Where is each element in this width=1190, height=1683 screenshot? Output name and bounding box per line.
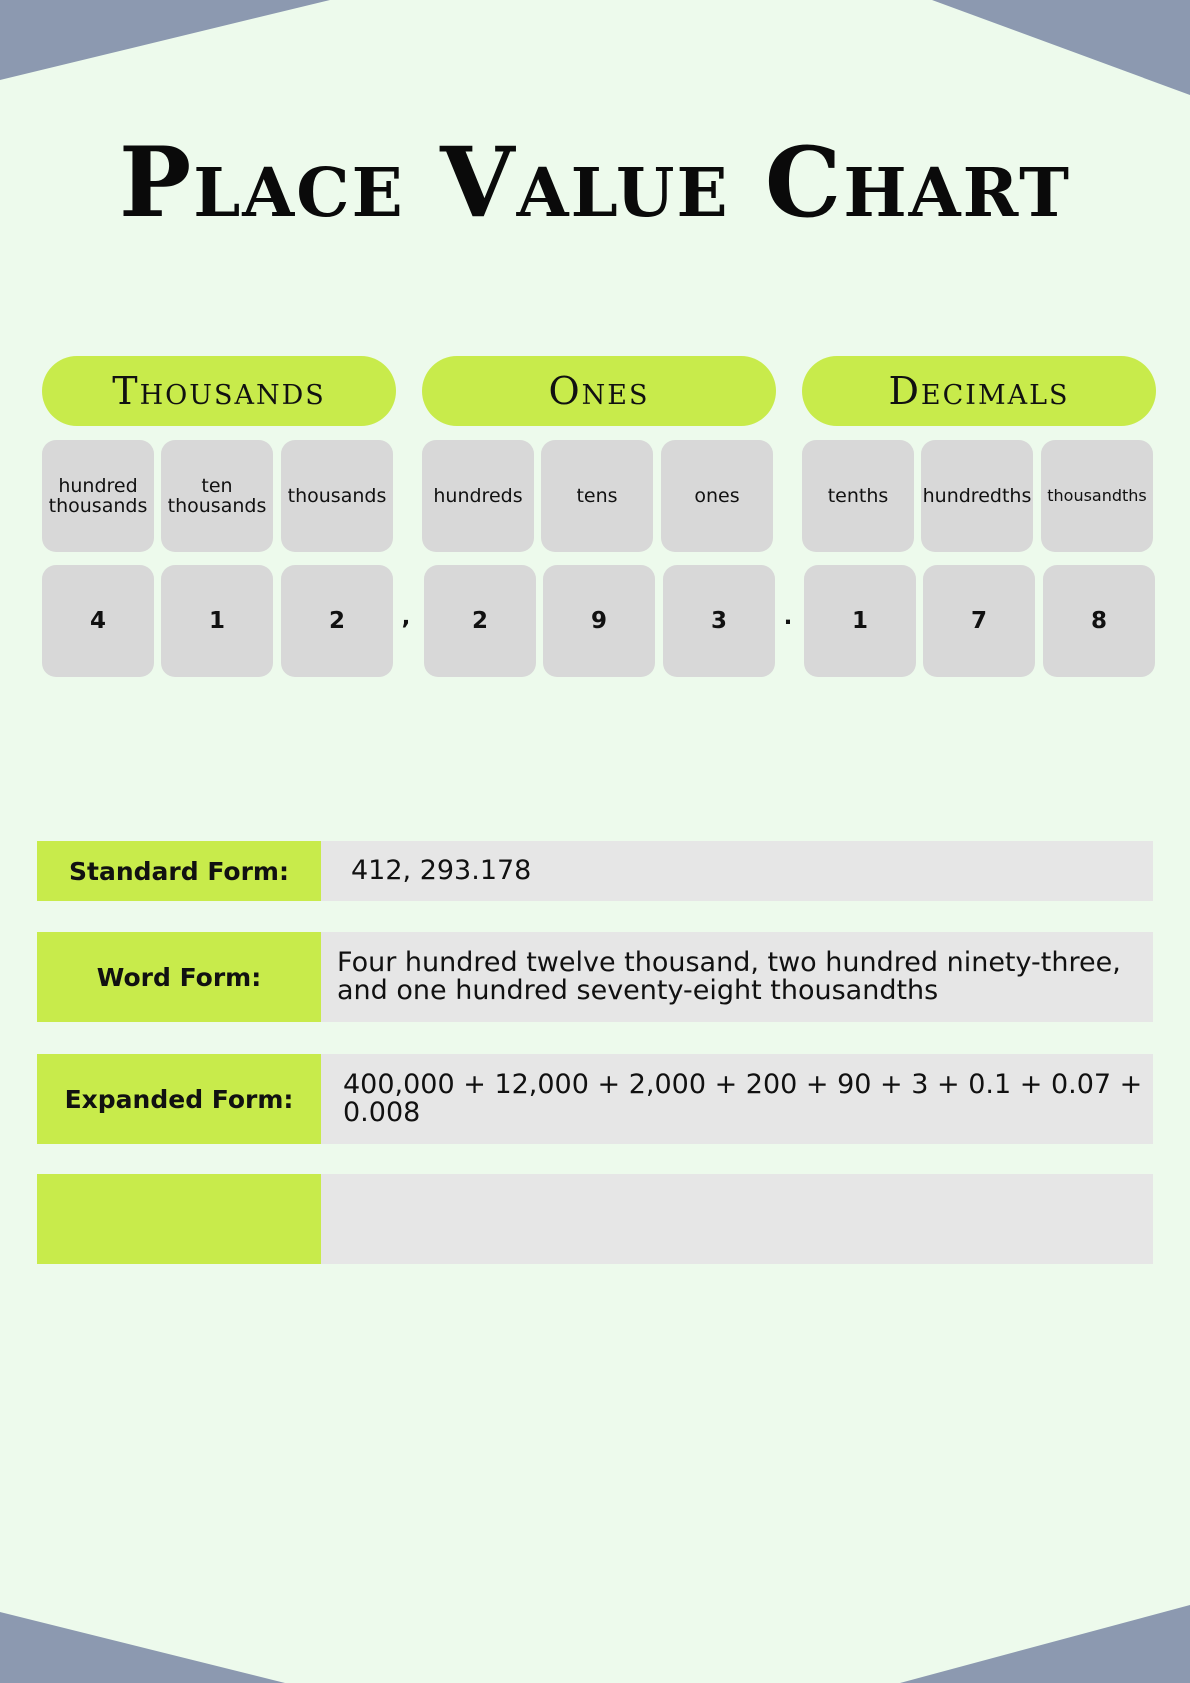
corner-top-left — [0, 0, 330, 80]
blank-form-value — [321, 1174, 1153, 1264]
expanded-form-value: 400,000 + 12,000 + 2,000 + 200 + 90 + 3 + 0.1 + 0.07 + 0.008 — [321, 1054, 1153, 1144]
blank-form-label — [37, 1174, 321, 1264]
digit-cell: 2 — [424, 565, 536, 677]
digit-cell: 8 — [1043, 565, 1155, 677]
group-header-decimals: Decimals — [802, 356, 1156, 426]
digit-cell: 1 — [804, 565, 916, 677]
place-label: ones — [661, 440, 773, 552]
group-header-thousands: Thousands — [42, 356, 396, 426]
digit-cell: 1 — [161, 565, 273, 677]
page-title: Place Value Chart — [119, 126, 1071, 239]
decimal-point: . — [783, 604, 793, 630]
group-header-ones: Ones — [422, 356, 776, 426]
place-label: thousands — [281, 440, 393, 552]
place-label: hundreds — [422, 440, 534, 552]
word-form-label: Word Form: — [37, 932, 321, 1022]
digit-cell: 7 — [923, 565, 1035, 677]
expanded-form-label: Expanded Form: — [37, 1054, 321, 1144]
word-form-value: Four hundred twelve thousand, two hundred ninety-three, and one hundred seventy-eight thousandths — [321, 932, 1153, 1022]
digit-cell: 4 — [42, 565, 154, 677]
place-label: hundredths — [921, 440, 1033, 552]
standard-form-label: Standard Form: — [37, 841, 321, 901]
place-label: thousandths — [1041, 440, 1153, 552]
place-label: hundred thousands — [42, 440, 154, 552]
corner-bottom-left — [0, 1612, 285, 1683]
digit-cell: 2 — [281, 565, 393, 677]
place-label: tens — [541, 440, 653, 552]
digit-cell: 3 — [663, 565, 775, 677]
comma-separator: , — [401, 604, 411, 630]
standard-form-value: 412, 293.178 — [321, 841, 1153, 901]
corner-top-right — [932, 0, 1190, 95]
place-label: tenths — [802, 440, 914, 552]
place-label: ten thousands — [161, 440, 273, 552]
corner-bottom-right — [900, 1605, 1190, 1683]
digit-cell: 9 — [543, 565, 655, 677]
